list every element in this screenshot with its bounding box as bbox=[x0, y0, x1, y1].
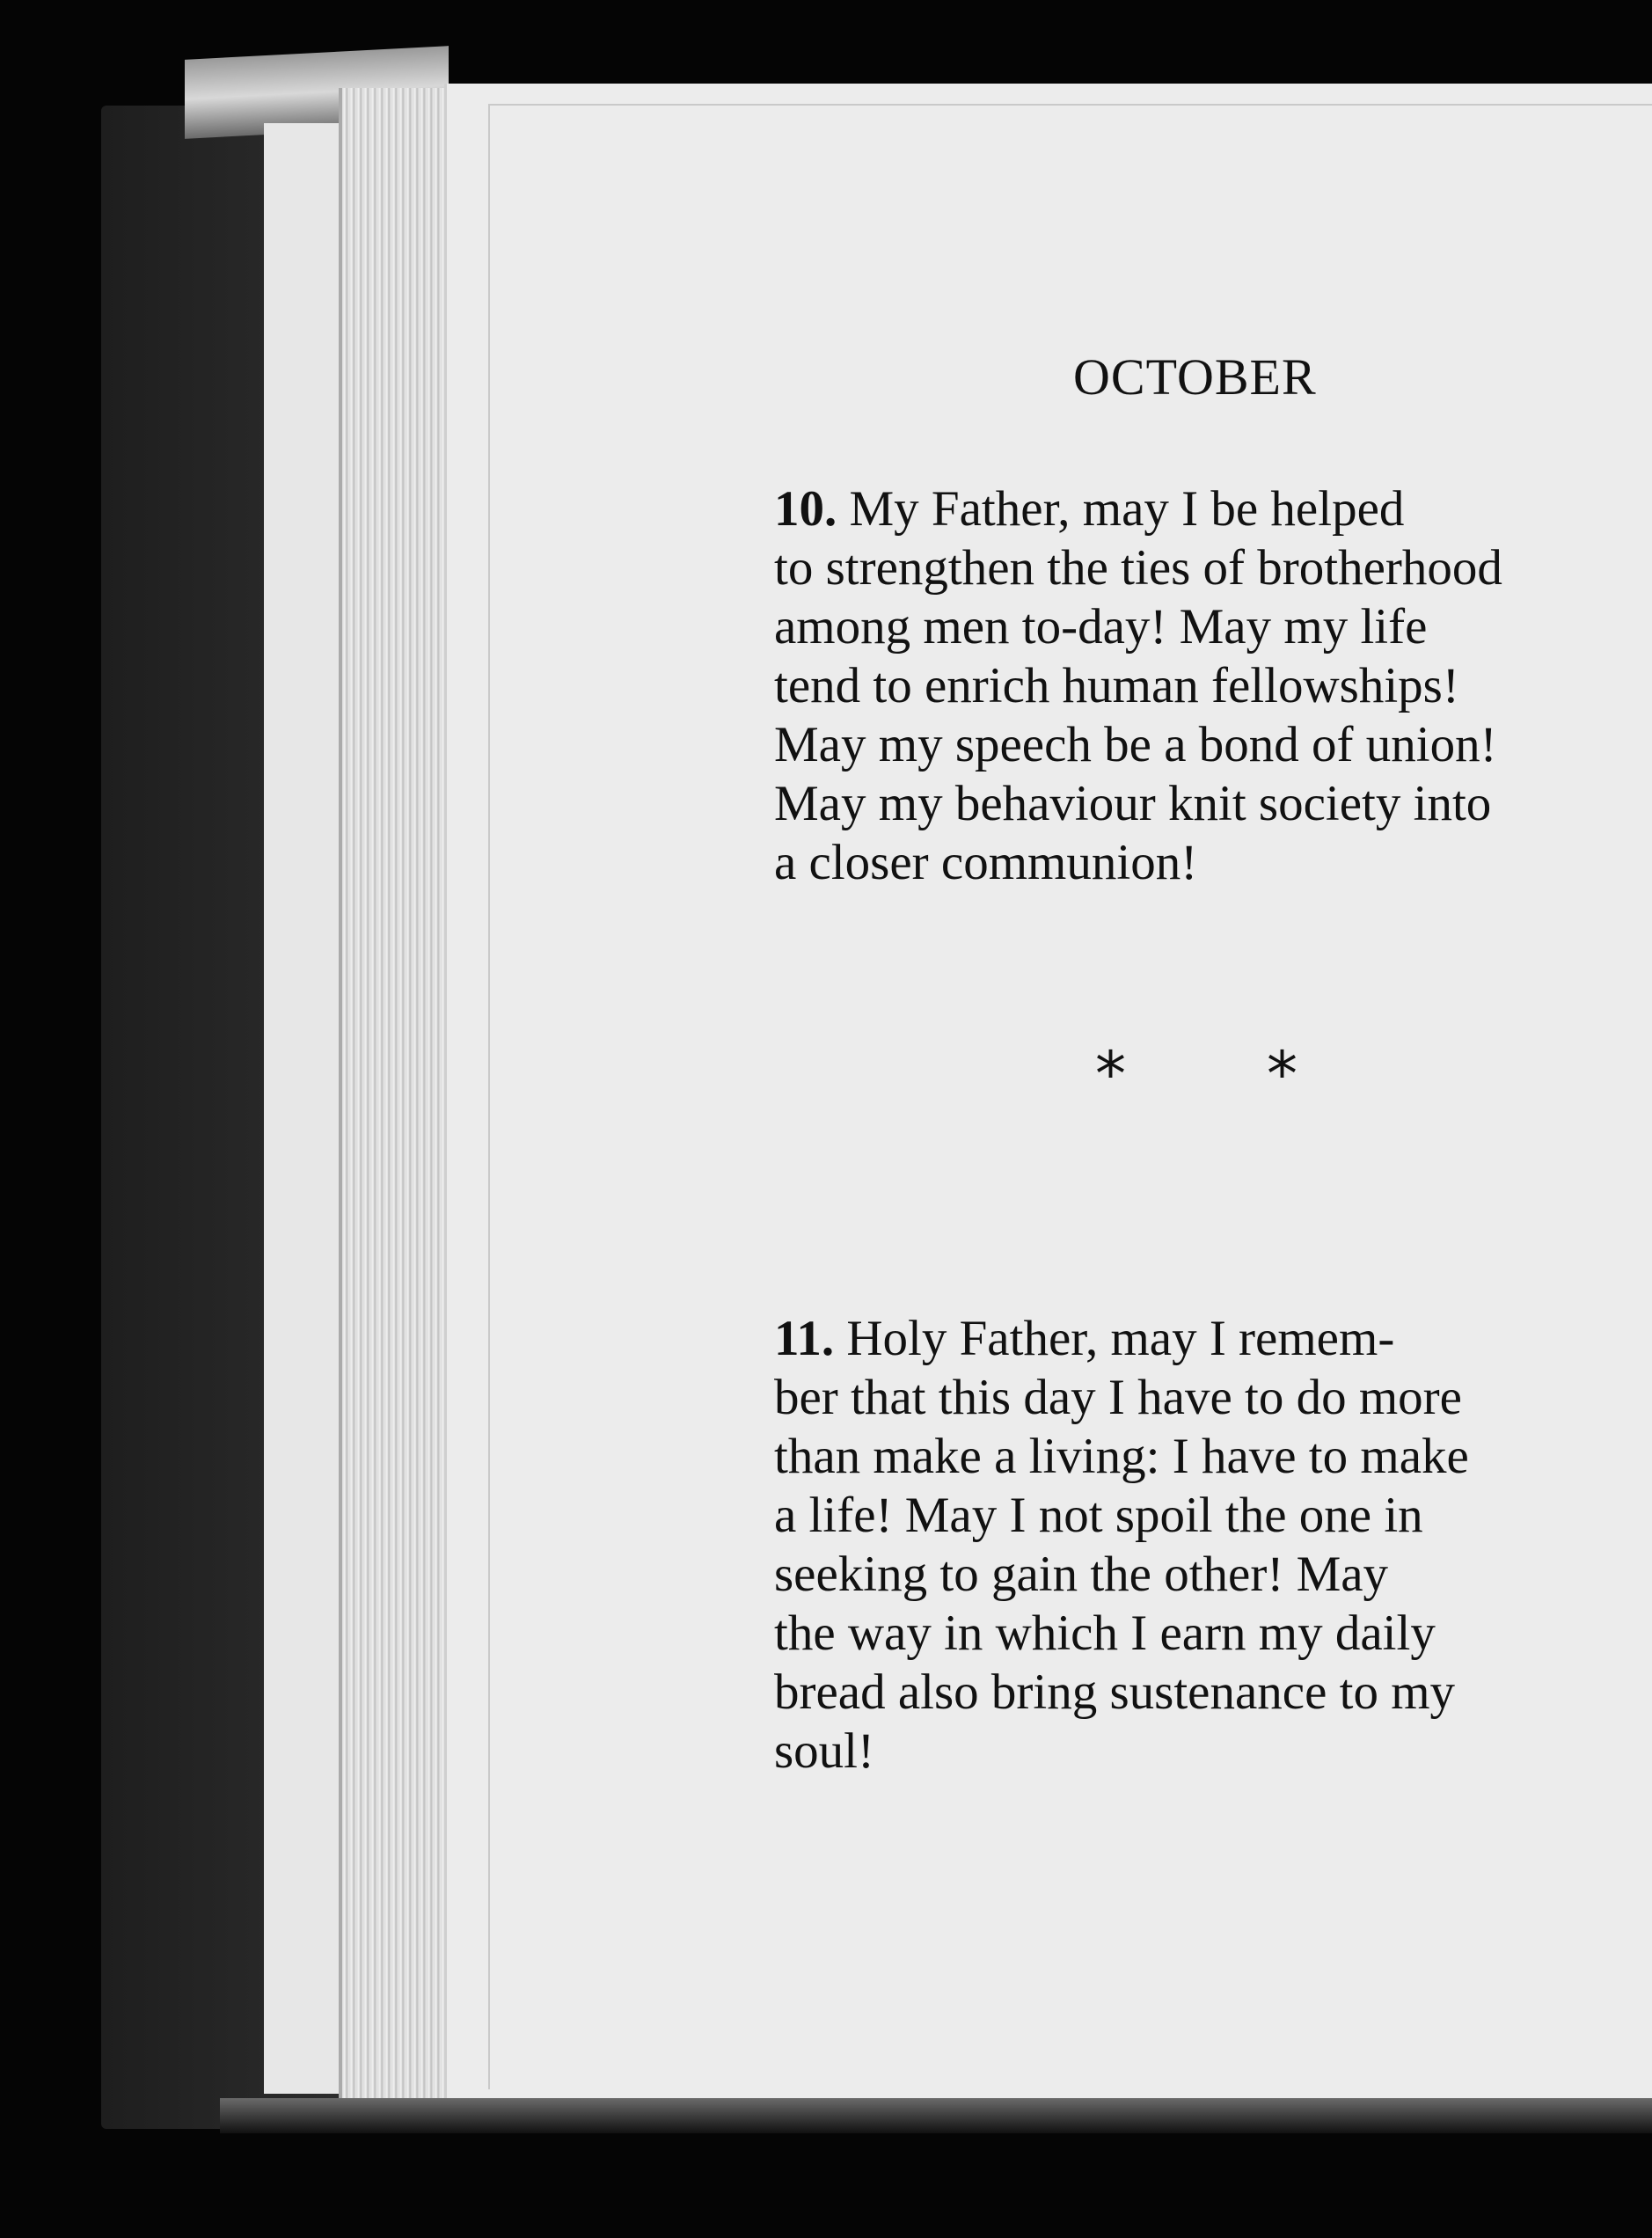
page-border bbox=[488, 104, 1652, 2089]
book-bottom-shadow bbox=[220, 2098, 1652, 2133]
entry-11-line-8: soul! bbox=[774, 1723, 874, 1779]
entry-10-line-6: May my behaviour knit society into bbox=[774, 776, 1492, 831]
entry-11-line-4: a life! May I not spoil the one in bbox=[774, 1488, 1423, 1543]
entry-11-line-1: 11. Holy Father, may I remem- bbox=[774, 1311, 1395, 1366]
entry-10-line-1: 10. My Father, may I be helped bbox=[774, 481, 1405, 537]
page-heading: OCTOBER bbox=[1073, 348, 1317, 406]
asterisk-1: * bbox=[1095, 1038, 1126, 1110]
section-separator bbox=[1095, 1038, 1438, 1110]
entry-10 bbox=[774, 479, 1652, 892]
entry-11 bbox=[774, 1309, 1652, 1781]
entry-11-line-2: ber that this day I have to do more bbox=[774, 1370, 1462, 1425]
entry-10-line-3: among men to-day! May my life bbox=[774, 599, 1428, 655]
entry-10-line-7: a closer communion! bbox=[774, 835, 1198, 890]
entry-11-line-5: seeking to gain the other! May bbox=[774, 1547, 1389, 1602]
entry-10-number: 10. bbox=[774, 481, 837, 537]
entry-10-line-2: to strengthen the ties of brotherhood bbox=[774, 540, 1502, 596]
page-edges bbox=[339, 88, 457, 2103]
entry-11-number: 11. bbox=[774, 1311, 835, 1366]
asterisk-2: * bbox=[1267, 1038, 1297, 1110]
entry-10-line-5: May my speech be a bond of union! bbox=[774, 717, 1497, 772]
entry-11-line-3: than make a living: I have to make bbox=[774, 1429, 1469, 1484]
entry-10-line-4: tend to enrich human fellowships! bbox=[774, 658, 1459, 713]
entry-11-line-6: the way in which I earn my daily bbox=[774, 1605, 1436, 1661]
entry-11-line-7: bread also bring sustenance to my bbox=[774, 1664, 1456, 1720]
